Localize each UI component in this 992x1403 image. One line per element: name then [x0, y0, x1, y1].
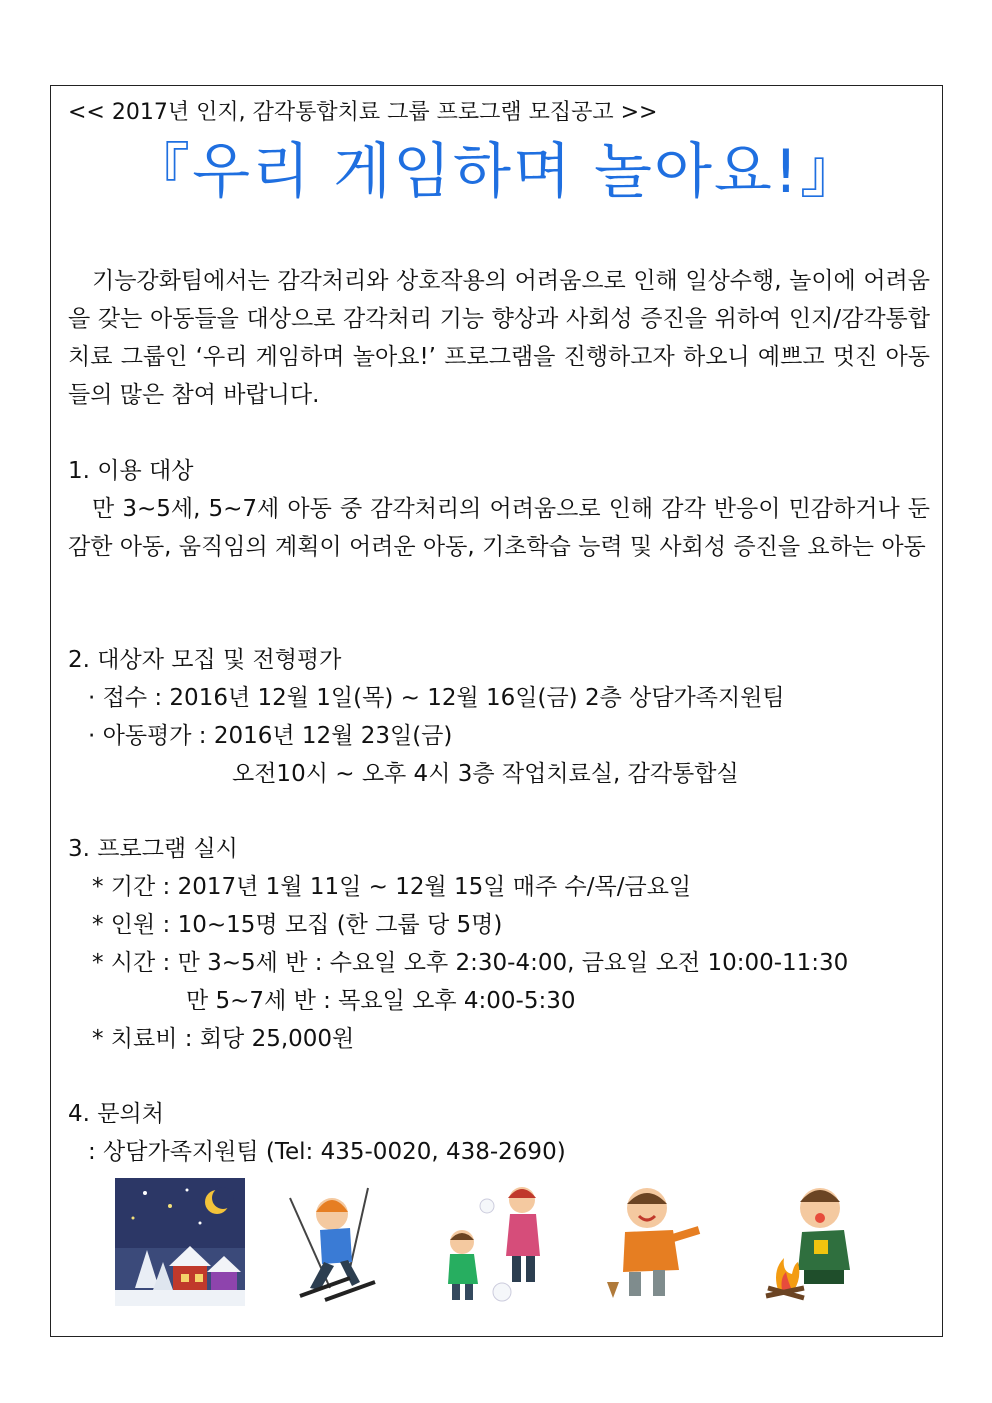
- people-line: * 인원 : 10~15명 모집 (한 그룹 당 5명): [92, 912, 503, 938]
- registration-line: · 접수 : 2016년 12월 1일(목) ~ 12월 16일(금) 2층 상담가족지원팀: [88, 685, 785, 711]
- fee-line: * 치료비 : 회당 25,000원: [92, 1026, 355, 1052]
- program-headline: 『우리 게임하며 놀아요!』: [130, 137, 862, 207]
- time-line-1: * 시간 : 만 3~5세 반 : 수요일 오후 2:30-4:00, 금요일 오전 10:00-11:30: [92, 950, 849, 976]
- children-snowball-fight-illustration: [432, 1178, 557, 1306]
- section-4-heading: 4. 문의처: [68, 1101, 164, 1127]
- section-2-heading: 2. 대상자 모집 및 전형평가: [68, 647, 342, 673]
- winter-night-village-illustration: [115, 1178, 245, 1306]
- time-line-2: 만 5~7세 반 : 목요일 오후 4:00-5:30: [186, 988, 576, 1014]
- section-1-body: 만 3~5세, 5~7세 아동 중 감각처리의 어려움으로 인해 감각 반응이 민감하거나 둔감한 아동, 움직임의 계획이 어려운 아동, 기초학습 능력 및 사회성 증진을 요하는 아동: [68, 496, 930, 560]
- notice-subtitle: << 2017년 인지, 감각통합치료 그룹 프로그램 모집공고 >>: [68, 100, 658, 125]
- intro-paragraph: 기능강화팀에서는 감각처리와 상호작용의 어려움으로 인해 일상수행, 놀이에 어려움을 갖는 아동들을 대상으로 감각처리 기능 향상과 사회성 증진을 위하여 인지/감각통합치료 그룹인 ‘우리 게임하며 놀아요!’ 프로그램을 진행하고자 하오니 예쁘고 멋진 아동들의 많은 참여 바랍니다.: [68, 268, 930, 408]
- child-skiing-illustration: [280, 1178, 380, 1306]
- section-3-heading: 3. 프로그램 실시: [68, 836, 238, 862]
- evaluation-line: · 아동평가 : 2016년 12월 23일(금): [88, 723, 453, 749]
- period-line: * 기간 : 2017년 1월 11일 ~ 12월 15일 매주 수/목/금요일: [92, 874, 692, 900]
- section-1-heading: 1. 이용 대상: [68, 458, 194, 484]
- child-campfire-illustration: [758, 1178, 863, 1306]
- child-spinning-top-illustration: [595, 1178, 715, 1306]
- evaluation-time-line: 오전10시 ~ 오후 4시 3층 작업치료실, 감각통합실: [232, 761, 739, 787]
- contact-line: : 상담가족지원팀 (Tel: 435-0020, 438-2690): [88, 1139, 566, 1165]
